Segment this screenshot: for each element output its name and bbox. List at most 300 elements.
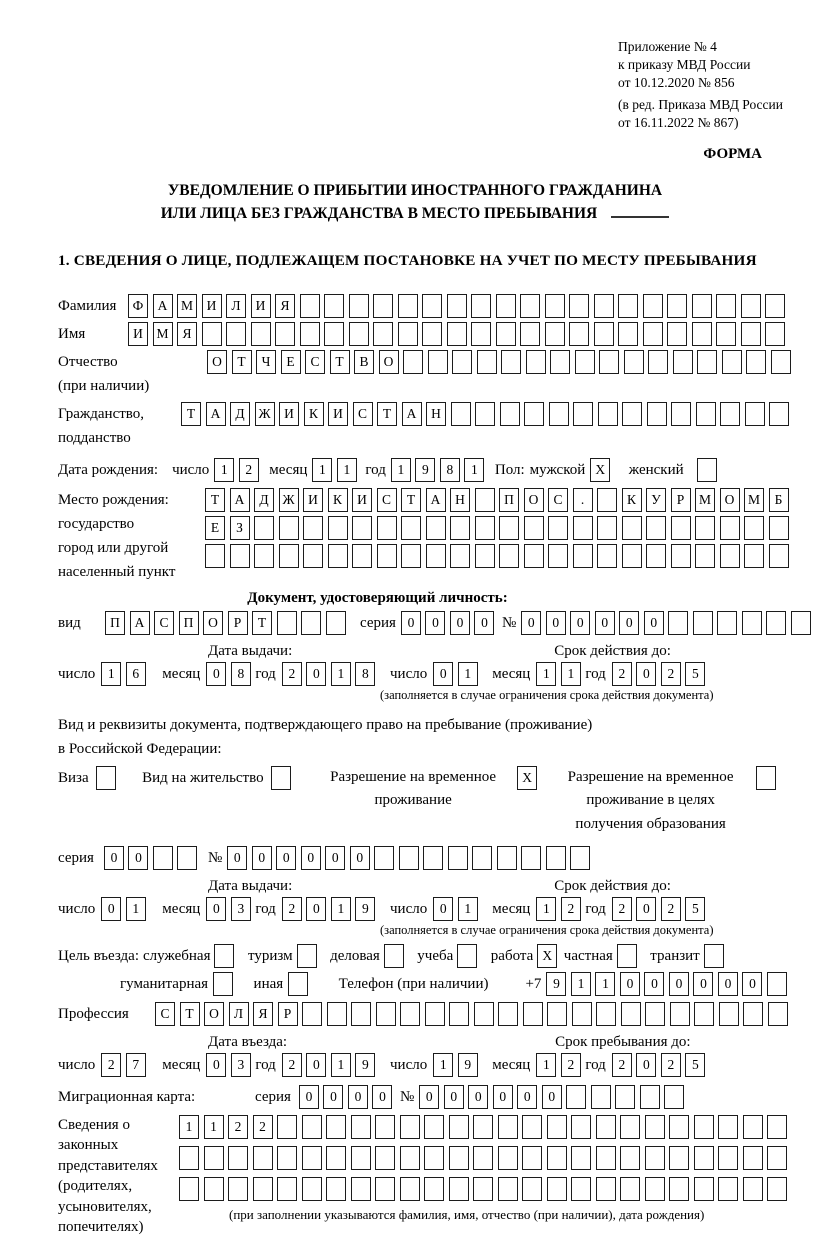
char-cell[interactable]: 0 bbox=[306, 662, 326, 686]
char-cell[interactable]: 0 bbox=[444, 1085, 464, 1109]
char-cell[interactable] bbox=[645, 1115, 665, 1139]
char-cell[interactable]: Д bbox=[254, 488, 274, 512]
char-cell[interactable] bbox=[646, 544, 666, 568]
char-cell[interactable] bbox=[475, 488, 495, 512]
char-cell[interactable]: 1 bbox=[214, 458, 234, 482]
char-cell[interactable] bbox=[643, 322, 663, 346]
char-cell[interactable]: 0 bbox=[644, 972, 664, 996]
char-cell[interactable]: К bbox=[328, 488, 348, 512]
char-cell[interactable]: 0 bbox=[542, 1085, 562, 1109]
char-cell[interactable] bbox=[471, 294, 491, 318]
char-cell[interactable]: А bbox=[230, 488, 250, 512]
char-cell[interactable] bbox=[447, 294, 467, 318]
char-cell[interactable] bbox=[428, 350, 448, 374]
char-cell[interactable]: И bbox=[251, 294, 271, 318]
char-cell[interactable]: 0 bbox=[693, 972, 713, 996]
char-cell[interactable]: Т bbox=[181, 402, 201, 426]
char-cell[interactable] bbox=[549, 402, 569, 426]
char-cell[interactable] bbox=[524, 544, 544, 568]
char-cell[interactable]: Ж bbox=[255, 402, 275, 426]
char-cell[interactable]: 0 bbox=[206, 1053, 226, 1077]
char-cell[interactable] bbox=[375, 1146, 395, 1170]
char-cell[interactable] bbox=[254, 544, 274, 568]
char-cell[interactable]: 1 bbox=[458, 897, 478, 921]
char-cell[interactable] bbox=[423, 846, 443, 870]
char-cell[interactable] bbox=[498, 1002, 518, 1026]
char-cell[interactable]: Я bbox=[177, 322, 197, 346]
private-checkbox[interactable] bbox=[617, 944, 637, 968]
char-cell[interactable] bbox=[692, 294, 712, 318]
char-cell[interactable] bbox=[520, 294, 540, 318]
char-cell[interactable] bbox=[791, 611, 811, 635]
char-cell[interactable] bbox=[771, 350, 791, 374]
char-cell[interactable] bbox=[254, 516, 274, 540]
char-cell[interactable] bbox=[668, 611, 688, 635]
char-cell[interactable] bbox=[473, 1146, 493, 1170]
char-cell[interactable]: И bbox=[202, 294, 222, 318]
char-cell[interactable] bbox=[594, 294, 614, 318]
char-cell[interactable] bbox=[720, 544, 740, 568]
char-cell[interactable]: О bbox=[207, 350, 227, 374]
char-cell[interactable] bbox=[279, 544, 299, 568]
char-cell[interactable]: 0 bbox=[636, 1053, 656, 1077]
char-cell[interactable]: 1 bbox=[331, 1053, 351, 1077]
char-cell[interactable] bbox=[622, 516, 642, 540]
char-cell[interactable] bbox=[475, 516, 495, 540]
char-cell[interactable]: 0 bbox=[206, 662, 226, 686]
char-cell[interactable]: 1 bbox=[571, 972, 591, 996]
char-cell[interactable]: 3 bbox=[231, 1053, 251, 1077]
char-cell[interactable] bbox=[768, 1002, 788, 1026]
char-cell[interactable]: 5 bbox=[685, 897, 705, 921]
char-cell[interactable]: О bbox=[379, 350, 399, 374]
char-cell[interactable] bbox=[450, 544, 470, 568]
char-cell[interactable] bbox=[720, 402, 740, 426]
char-cell[interactable] bbox=[622, 544, 642, 568]
char-cell[interactable]: Т bbox=[330, 350, 350, 374]
char-cell[interactable]: Л bbox=[229, 1002, 249, 1026]
char-cell[interactable] bbox=[351, 1002, 371, 1026]
char-cell[interactable] bbox=[646, 516, 666, 540]
char-cell[interactable] bbox=[301, 611, 321, 635]
char-cell[interactable]: 0 bbox=[493, 1085, 513, 1109]
char-cell[interactable]: М bbox=[177, 294, 197, 318]
char-cell[interactable] bbox=[230, 544, 250, 568]
char-cell[interactable] bbox=[598, 402, 618, 426]
char-cell[interactable]: И bbox=[328, 402, 348, 426]
char-cell[interactable] bbox=[477, 350, 497, 374]
char-cell[interactable] bbox=[352, 544, 372, 568]
char-cell[interactable] bbox=[303, 544, 323, 568]
char-cell[interactable] bbox=[694, 1146, 714, 1170]
char-cell[interactable]: 1 bbox=[101, 662, 121, 686]
char-cell[interactable]: Ф bbox=[128, 294, 148, 318]
char-cell[interactable]: 9 bbox=[415, 458, 435, 482]
female-checkbox[interactable] bbox=[697, 458, 717, 482]
char-cell[interactable] bbox=[475, 402, 495, 426]
char-cell[interactable]: И bbox=[128, 322, 148, 346]
char-cell[interactable]: А bbox=[130, 611, 150, 635]
char-cell[interactable]: 0 bbox=[433, 897, 453, 921]
char-cell[interactable] bbox=[566, 1085, 586, 1109]
char-cell[interactable] bbox=[376, 1002, 396, 1026]
char-cell[interactable] bbox=[591, 1085, 611, 1109]
char-cell[interactable] bbox=[693, 611, 713, 635]
char-cell[interactable] bbox=[545, 294, 565, 318]
char-cell[interactable]: 2 bbox=[228, 1115, 248, 1139]
char-cell[interactable] bbox=[695, 516, 715, 540]
char-cell[interactable] bbox=[303, 516, 323, 540]
char-cell[interactable]: Р bbox=[278, 1002, 298, 1026]
char-cell[interactable] bbox=[179, 1146, 199, 1170]
char-cell[interactable]: О bbox=[203, 611, 223, 635]
char-cell[interactable] bbox=[645, 1002, 665, 1026]
char-cell[interactable] bbox=[472, 846, 492, 870]
char-cell[interactable] bbox=[769, 544, 789, 568]
char-cell[interactable] bbox=[571, 1146, 591, 1170]
male-checkbox[interactable]: X bbox=[590, 458, 610, 482]
char-cell[interactable] bbox=[205, 544, 225, 568]
char-cell[interactable] bbox=[300, 322, 320, 346]
char-cell[interactable]: Т bbox=[232, 350, 252, 374]
char-cell[interactable]: 0 bbox=[128, 846, 148, 870]
char-cell[interactable] bbox=[767, 1177, 787, 1201]
char-cell[interactable] bbox=[546, 846, 566, 870]
char-cell[interactable] bbox=[328, 516, 348, 540]
char-cell[interactable] bbox=[618, 322, 638, 346]
char-cell[interactable] bbox=[620, 1146, 640, 1170]
char-cell[interactable] bbox=[351, 1115, 371, 1139]
char-cell[interactable] bbox=[523, 1002, 543, 1026]
char-cell[interactable] bbox=[399, 846, 419, 870]
char-cell[interactable]: 0 bbox=[468, 1085, 488, 1109]
char-cell[interactable]: И bbox=[303, 488, 323, 512]
char-cell[interactable] bbox=[499, 544, 519, 568]
char-cell[interactable]: 0 bbox=[450, 611, 470, 635]
char-cell[interactable]: 1 bbox=[126, 897, 146, 921]
char-cell[interactable]: Я bbox=[275, 294, 295, 318]
char-cell[interactable] bbox=[547, 1177, 567, 1201]
char-cell[interactable]: 0 bbox=[546, 611, 566, 635]
char-cell[interactable] bbox=[449, 1115, 469, 1139]
char-cell[interactable] bbox=[718, 1146, 738, 1170]
char-cell[interactable] bbox=[153, 846, 173, 870]
char-cell[interactable] bbox=[277, 1115, 297, 1139]
char-cell[interactable]: 0 bbox=[252, 846, 272, 870]
char-cell[interactable]: 0 bbox=[619, 611, 639, 635]
char-cell[interactable]: Е bbox=[281, 350, 301, 374]
char-cell[interactable]: 0 bbox=[718, 972, 738, 996]
char-cell[interactable]: 0 bbox=[401, 611, 421, 635]
char-cell[interactable] bbox=[620, 1115, 640, 1139]
char-cell[interactable]: 9 bbox=[355, 897, 375, 921]
char-cell[interactable] bbox=[745, 402, 765, 426]
char-cell[interactable] bbox=[473, 1177, 493, 1201]
char-cell[interactable]: Е bbox=[205, 516, 225, 540]
char-cell[interactable] bbox=[673, 350, 693, 374]
char-cell[interactable] bbox=[526, 350, 546, 374]
char-cell[interactable] bbox=[497, 846, 517, 870]
char-cell[interactable]: С bbox=[548, 488, 568, 512]
char-cell[interactable] bbox=[253, 1177, 273, 1201]
char-cell[interactable] bbox=[400, 1177, 420, 1201]
char-cell[interactable] bbox=[179, 1177, 199, 1201]
char-cell[interactable]: Б bbox=[769, 488, 789, 512]
char-cell[interactable] bbox=[349, 322, 369, 346]
char-cell[interactable]: 1 bbox=[464, 458, 484, 482]
char-cell[interactable] bbox=[596, 1177, 616, 1201]
char-cell[interactable]: П bbox=[179, 611, 199, 635]
char-cell[interactable] bbox=[694, 1177, 714, 1201]
char-cell[interactable] bbox=[401, 516, 421, 540]
char-cell[interactable] bbox=[449, 1177, 469, 1201]
char-cell[interactable]: А bbox=[402, 402, 422, 426]
char-cell[interactable]: 0 bbox=[350, 846, 370, 870]
char-cell[interactable]: А bbox=[426, 488, 446, 512]
char-cell[interactable] bbox=[520, 322, 540, 346]
char-cell[interactable] bbox=[474, 1002, 494, 1026]
char-cell[interactable]: 0 bbox=[306, 897, 326, 921]
char-cell[interactable] bbox=[741, 322, 761, 346]
char-cell[interactable]: 0 bbox=[419, 1085, 439, 1109]
char-cell[interactable]: 0 bbox=[425, 611, 445, 635]
char-cell[interactable] bbox=[177, 846, 197, 870]
char-cell[interactable]: 0 bbox=[636, 662, 656, 686]
char-cell[interactable]: 8 bbox=[231, 662, 251, 686]
char-cell[interactable] bbox=[426, 516, 446, 540]
char-cell[interactable]: 0 bbox=[101, 897, 121, 921]
char-cell[interactable]: 2 bbox=[239, 458, 259, 482]
char-cell[interactable] bbox=[449, 1146, 469, 1170]
char-cell[interactable] bbox=[496, 322, 516, 346]
char-cell[interactable]: М bbox=[153, 322, 173, 346]
char-cell[interactable]: М bbox=[744, 488, 764, 512]
char-cell[interactable] bbox=[375, 1115, 395, 1139]
char-cell[interactable]: Т bbox=[252, 611, 272, 635]
char-cell[interactable] bbox=[667, 294, 687, 318]
char-cell[interactable]: В bbox=[354, 350, 374, 374]
char-cell[interactable] bbox=[765, 322, 785, 346]
char-cell[interactable]: . bbox=[573, 488, 593, 512]
char-cell[interactable] bbox=[373, 294, 393, 318]
char-cell[interactable] bbox=[596, 1002, 616, 1026]
char-cell[interactable] bbox=[447, 322, 467, 346]
char-cell[interactable] bbox=[302, 1002, 322, 1026]
char-cell[interactable] bbox=[401, 544, 421, 568]
char-cell[interactable]: 0 bbox=[206, 897, 226, 921]
char-cell[interactable] bbox=[695, 544, 715, 568]
char-cell[interactable]: Ч bbox=[256, 350, 276, 374]
char-cell[interactable] bbox=[767, 1115, 787, 1139]
char-cell[interactable] bbox=[694, 1115, 714, 1139]
char-cell[interactable] bbox=[499, 516, 519, 540]
char-cell[interactable] bbox=[496, 294, 516, 318]
char-cell[interactable] bbox=[498, 1146, 518, 1170]
char-cell[interactable] bbox=[302, 1115, 322, 1139]
char-cell[interactable] bbox=[766, 611, 786, 635]
char-cell[interactable] bbox=[426, 544, 446, 568]
char-cell[interactable]: Р bbox=[228, 611, 248, 635]
char-cell[interactable] bbox=[669, 1146, 689, 1170]
char-cell[interactable] bbox=[716, 322, 736, 346]
char-cell[interactable]: 0 bbox=[517, 1085, 537, 1109]
char-cell[interactable]: 0 bbox=[299, 1085, 319, 1109]
char-cell[interactable]: 0 bbox=[276, 846, 296, 870]
char-cell[interactable] bbox=[645, 1146, 665, 1170]
char-cell[interactable] bbox=[744, 516, 764, 540]
char-cell[interactable]: 0 bbox=[636, 897, 656, 921]
char-cell[interactable]: 0 bbox=[372, 1085, 392, 1109]
char-cell[interactable] bbox=[720, 516, 740, 540]
char-cell[interactable] bbox=[767, 1146, 787, 1170]
char-cell[interactable]: 2 bbox=[612, 662, 632, 686]
char-cell[interactable]: 1 bbox=[179, 1115, 199, 1139]
char-cell[interactable] bbox=[522, 1177, 542, 1201]
char-cell[interactable]: С bbox=[353, 402, 373, 426]
char-cell[interactable]: 0 bbox=[570, 611, 590, 635]
char-cell[interactable] bbox=[719, 1002, 739, 1026]
char-cell[interactable] bbox=[326, 1146, 346, 1170]
char-cell[interactable] bbox=[671, 544, 691, 568]
other-checkbox[interactable] bbox=[288, 972, 308, 996]
char-cell[interactable] bbox=[597, 516, 617, 540]
char-cell[interactable] bbox=[746, 350, 766, 374]
char-cell[interactable] bbox=[425, 1002, 445, 1026]
char-cell[interactable] bbox=[670, 1002, 690, 1026]
char-cell[interactable] bbox=[398, 294, 418, 318]
char-cell[interactable] bbox=[645, 1177, 665, 1201]
char-cell[interactable] bbox=[548, 516, 568, 540]
char-cell[interactable] bbox=[575, 350, 595, 374]
char-cell[interactable] bbox=[550, 350, 570, 374]
char-cell[interactable] bbox=[302, 1177, 322, 1201]
char-cell[interactable]: 0 bbox=[306, 1053, 326, 1077]
char-cell[interactable] bbox=[253, 1146, 273, 1170]
char-cell[interactable] bbox=[692, 322, 712, 346]
char-cell[interactable] bbox=[277, 1177, 297, 1201]
char-cell[interactable]: З bbox=[230, 516, 250, 540]
char-cell[interactable] bbox=[351, 1177, 371, 1201]
char-cell[interactable] bbox=[422, 322, 442, 346]
char-cell[interactable] bbox=[572, 1002, 592, 1026]
char-cell[interactable]: П bbox=[105, 611, 125, 635]
char-cell[interactable] bbox=[597, 488, 617, 512]
char-cell[interactable] bbox=[548, 544, 568, 568]
char-cell[interactable] bbox=[226, 322, 246, 346]
char-cell[interactable] bbox=[648, 350, 668, 374]
char-cell[interactable] bbox=[571, 1115, 591, 1139]
char-cell[interactable]: Р bbox=[671, 488, 691, 512]
char-cell[interactable]: 1 bbox=[331, 897, 351, 921]
char-cell[interactable] bbox=[573, 402, 593, 426]
char-cell[interactable] bbox=[422, 294, 442, 318]
char-cell[interactable] bbox=[326, 1115, 346, 1139]
char-cell[interactable] bbox=[302, 1146, 322, 1170]
char-cell[interactable] bbox=[403, 350, 423, 374]
char-cell[interactable] bbox=[424, 1146, 444, 1170]
char-cell[interactable] bbox=[671, 402, 691, 426]
char-cell[interactable] bbox=[667, 322, 687, 346]
char-cell[interactable]: 2 bbox=[561, 1053, 581, 1077]
char-cell[interactable] bbox=[765, 294, 785, 318]
char-cell[interactable] bbox=[716, 294, 736, 318]
char-cell[interactable]: 0 bbox=[521, 611, 541, 635]
char-cell[interactable]: 1 bbox=[561, 662, 581, 686]
char-cell[interactable]: 9 bbox=[458, 1053, 478, 1077]
char-cell[interactable]: 0 bbox=[323, 1085, 343, 1109]
char-cell[interactable] bbox=[300, 294, 320, 318]
char-cell[interactable]: 7 bbox=[126, 1053, 146, 1077]
char-cell[interactable]: 2 bbox=[661, 897, 681, 921]
char-cell[interactable]: 2 bbox=[612, 1053, 632, 1077]
char-cell[interactable] bbox=[620, 1177, 640, 1201]
char-cell[interactable] bbox=[547, 1146, 567, 1170]
char-cell[interactable]: Л bbox=[226, 294, 246, 318]
char-cell[interactable]: А bbox=[206, 402, 226, 426]
visa-checkbox[interactable] bbox=[96, 766, 116, 790]
char-cell[interactable]: У bbox=[646, 488, 666, 512]
char-cell[interactable]: Ж bbox=[279, 488, 299, 512]
char-cell[interactable] bbox=[643, 294, 663, 318]
char-cell[interactable]: О bbox=[720, 488, 740, 512]
char-cell[interactable] bbox=[743, 1115, 763, 1139]
char-cell[interactable]: 2 bbox=[612, 897, 632, 921]
residence-checkbox[interactable] bbox=[271, 766, 291, 790]
char-cell[interactable]: Я bbox=[253, 1002, 273, 1026]
char-cell[interactable] bbox=[352, 516, 372, 540]
char-cell[interactable]: 2 bbox=[661, 1053, 681, 1077]
char-cell[interactable] bbox=[400, 1146, 420, 1170]
char-cell[interactable]: 1 bbox=[595, 972, 615, 996]
transit-checkbox[interactable] bbox=[704, 944, 724, 968]
char-cell[interactable]: 1 bbox=[536, 662, 556, 686]
char-cell[interactable] bbox=[204, 1177, 224, 1201]
char-cell[interactable] bbox=[664, 1085, 684, 1109]
char-cell[interactable] bbox=[375, 1177, 395, 1201]
char-cell[interactable]: 9 bbox=[546, 972, 566, 996]
char-cell[interactable] bbox=[324, 294, 344, 318]
char-cell[interactable]: К bbox=[304, 402, 324, 426]
char-cell[interactable]: 1 bbox=[536, 897, 556, 921]
char-cell[interactable]: 2 bbox=[282, 1053, 302, 1077]
char-cell[interactable]: С bbox=[155, 1002, 175, 1026]
temp-residence-checkbox[interactable]: X bbox=[517, 766, 537, 790]
char-cell[interactable] bbox=[377, 544, 397, 568]
char-cell[interactable] bbox=[718, 1115, 738, 1139]
char-cell[interactable] bbox=[475, 544, 495, 568]
char-cell[interactable] bbox=[669, 1115, 689, 1139]
char-cell[interactable] bbox=[717, 611, 737, 635]
char-cell[interactable] bbox=[228, 1146, 248, 1170]
char-cell[interactable]: Т bbox=[377, 402, 397, 426]
char-cell[interactable] bbox=[202, 322, 222, 346]
char-cell[interactable] bbox=[277, 611, 297, 635]
char-cell[interactable]: М bbox=[695, 488, 715, 512]
char-cell[interactable]: К bbox=[622, 488, 642, 512]
char-cell[interactable] bbox=[741, 294, 761, 318]
char-cell[interactable]: 0 bbox=[325, 846, 345, 870]
char-cell[interactable] bbox=[501, 350, 521, 374]
char-cell[interactable] bbox=[522, 1115, 542, 1139]
char-cell[interactable] bbox=[769, 516, 789, 540]
official-checkbox[interactable] bbox=[214, 944, 234, 968]
char-cell[interactable] bbox=[640, 1085, 660, 1109]
char-cell[interactable]: С bbox=[377, 488, 397, 512]
char-cell[interactable] bbox=[594, 322, 614, 346]
char-cell[interactable] bbox=[374, 846, 394, 870]
char-cell[interactable] bbox=[743, 1177, 763, 1201]
char-cell[interactable]: Т bbox=[180, 1002, 200, 1026]
